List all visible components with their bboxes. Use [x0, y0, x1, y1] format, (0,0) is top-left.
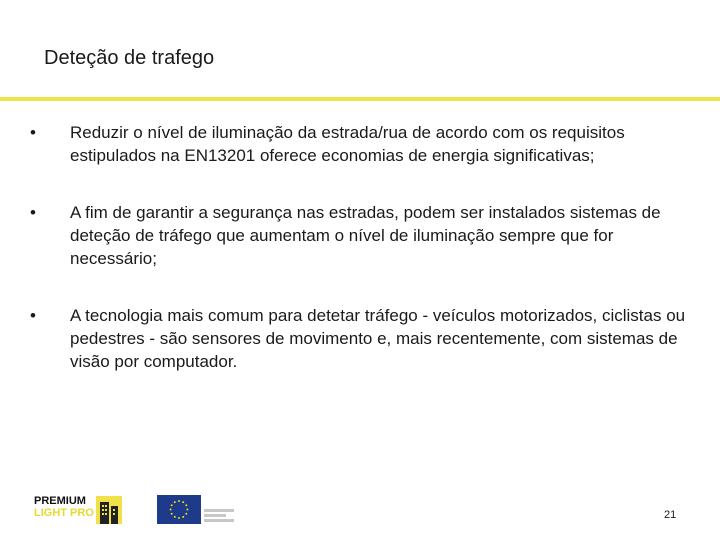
bullet-item: [30, 304, 700, 373]
bullet-marker: •: [30, 203, 36, 222]
premium-light-pro-logo: [34, 492, 130, 526]
bullet-list: [30, 121, 700, 407]
page-number: 21: [664, 509, 677, 521]
bullet-text: Reduzir o nível de iluminação da estrada/rua de acordo com os requisitos estipulados na EN13201 oferece economias de energia significativas;: [70, 123, 625, 165]
bullet-marker: •: [30, 306, 36, 325]
slide-title: Deteção de trafego: [44, 47, 215, 69]
bullet-item: [30, 121, 700, 167]
bullet-marker: •: [30, 123, 36, 142]
building-icon: [92, 492, 126, 526]
eu-flag-icon: [157, 495, 201, 524]
eu-funding-text: [204, 509, 234, 524]
logo-text-lightpro: LIGHT PRO: [34, 507, 94, 519]
bullet-text: A fim de garantir a segurança nas estradas, podem ser instalados sistemas de deteção de tráfego que aumentam o nível de iluminação sempre que for necessário;: [70, 203, 661, 268]
title-underline: [0, 97, 720, 101]
bullet-text: A tecnologia mais comum para detetar tráfego - veículos motorizados, ciclistas ou pedestres - são sensores de movimento e, mais recentemente, com sistemas de visão por computador.: [70, 306, 686, 371]
logo-text-premium: PREMIUM: [34, 495, 86, 507]
bullet-item: [30, 201, 700, 270]
